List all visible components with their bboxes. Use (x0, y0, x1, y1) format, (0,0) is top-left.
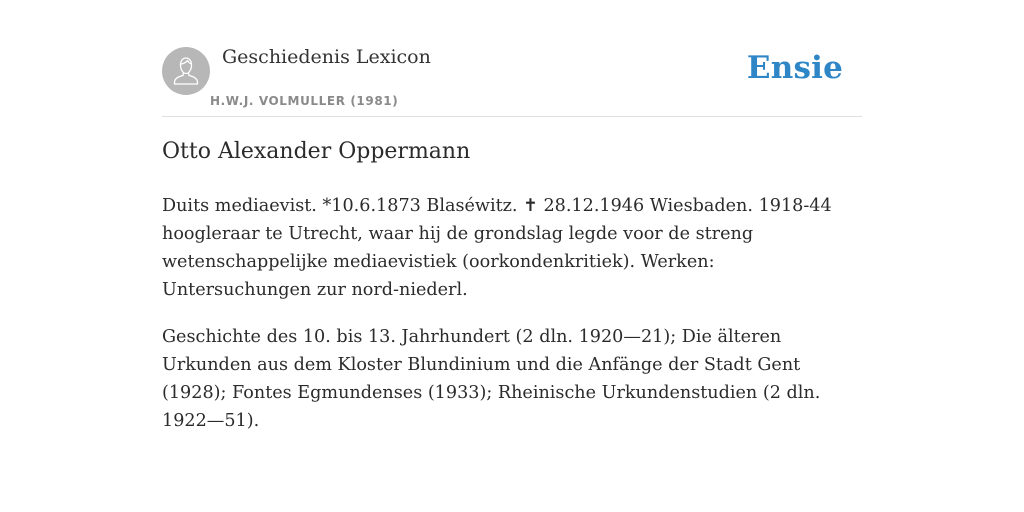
author-avatar[interactable] (162, 47, 210, 95)
entry-paragraph: Geschichte des 10. bis 13. Jahrhundert (2 dln. 1920—21); Die älteren Urkunden aus dem Kloster Blundinium und die Anfänge der Stadt Gent (1928); Fontes Egmundenses (1933); Rheinische Urkundenstudien (2 dln. 1922—51). (162, 327, 821, 431)
source-title[interactable]: Geschiedenis Lexicon (222, 46, 431, 68)
entry-body (162, 192, 862, 454)
brand-logo[interactable]: Ensie (746, 50, 843, 86)
entry-title: Otto Alexander Oppermann (162, 139, 471, 164)
source-header (162, 44, 862, 117)
entry-paragraph: Duits mediaevist. *10.6.1873 Blaséwitz. ✝ 28.12.1946 Wiesbaden. 1918-44 hoogleraar te Utrecht, waar hij de grondslag legde voor de streng wetenschappelijke mediaevistiek (oorkondenkritiek). Werken: Untersuchungen zur nord-niederl. (162, 196, 832, 300)
user-silhouette-icon (162, 47, 210, 95)
author-credit: H.W.J. VOLMULLER (1981) (210, 94, 399, 108)
